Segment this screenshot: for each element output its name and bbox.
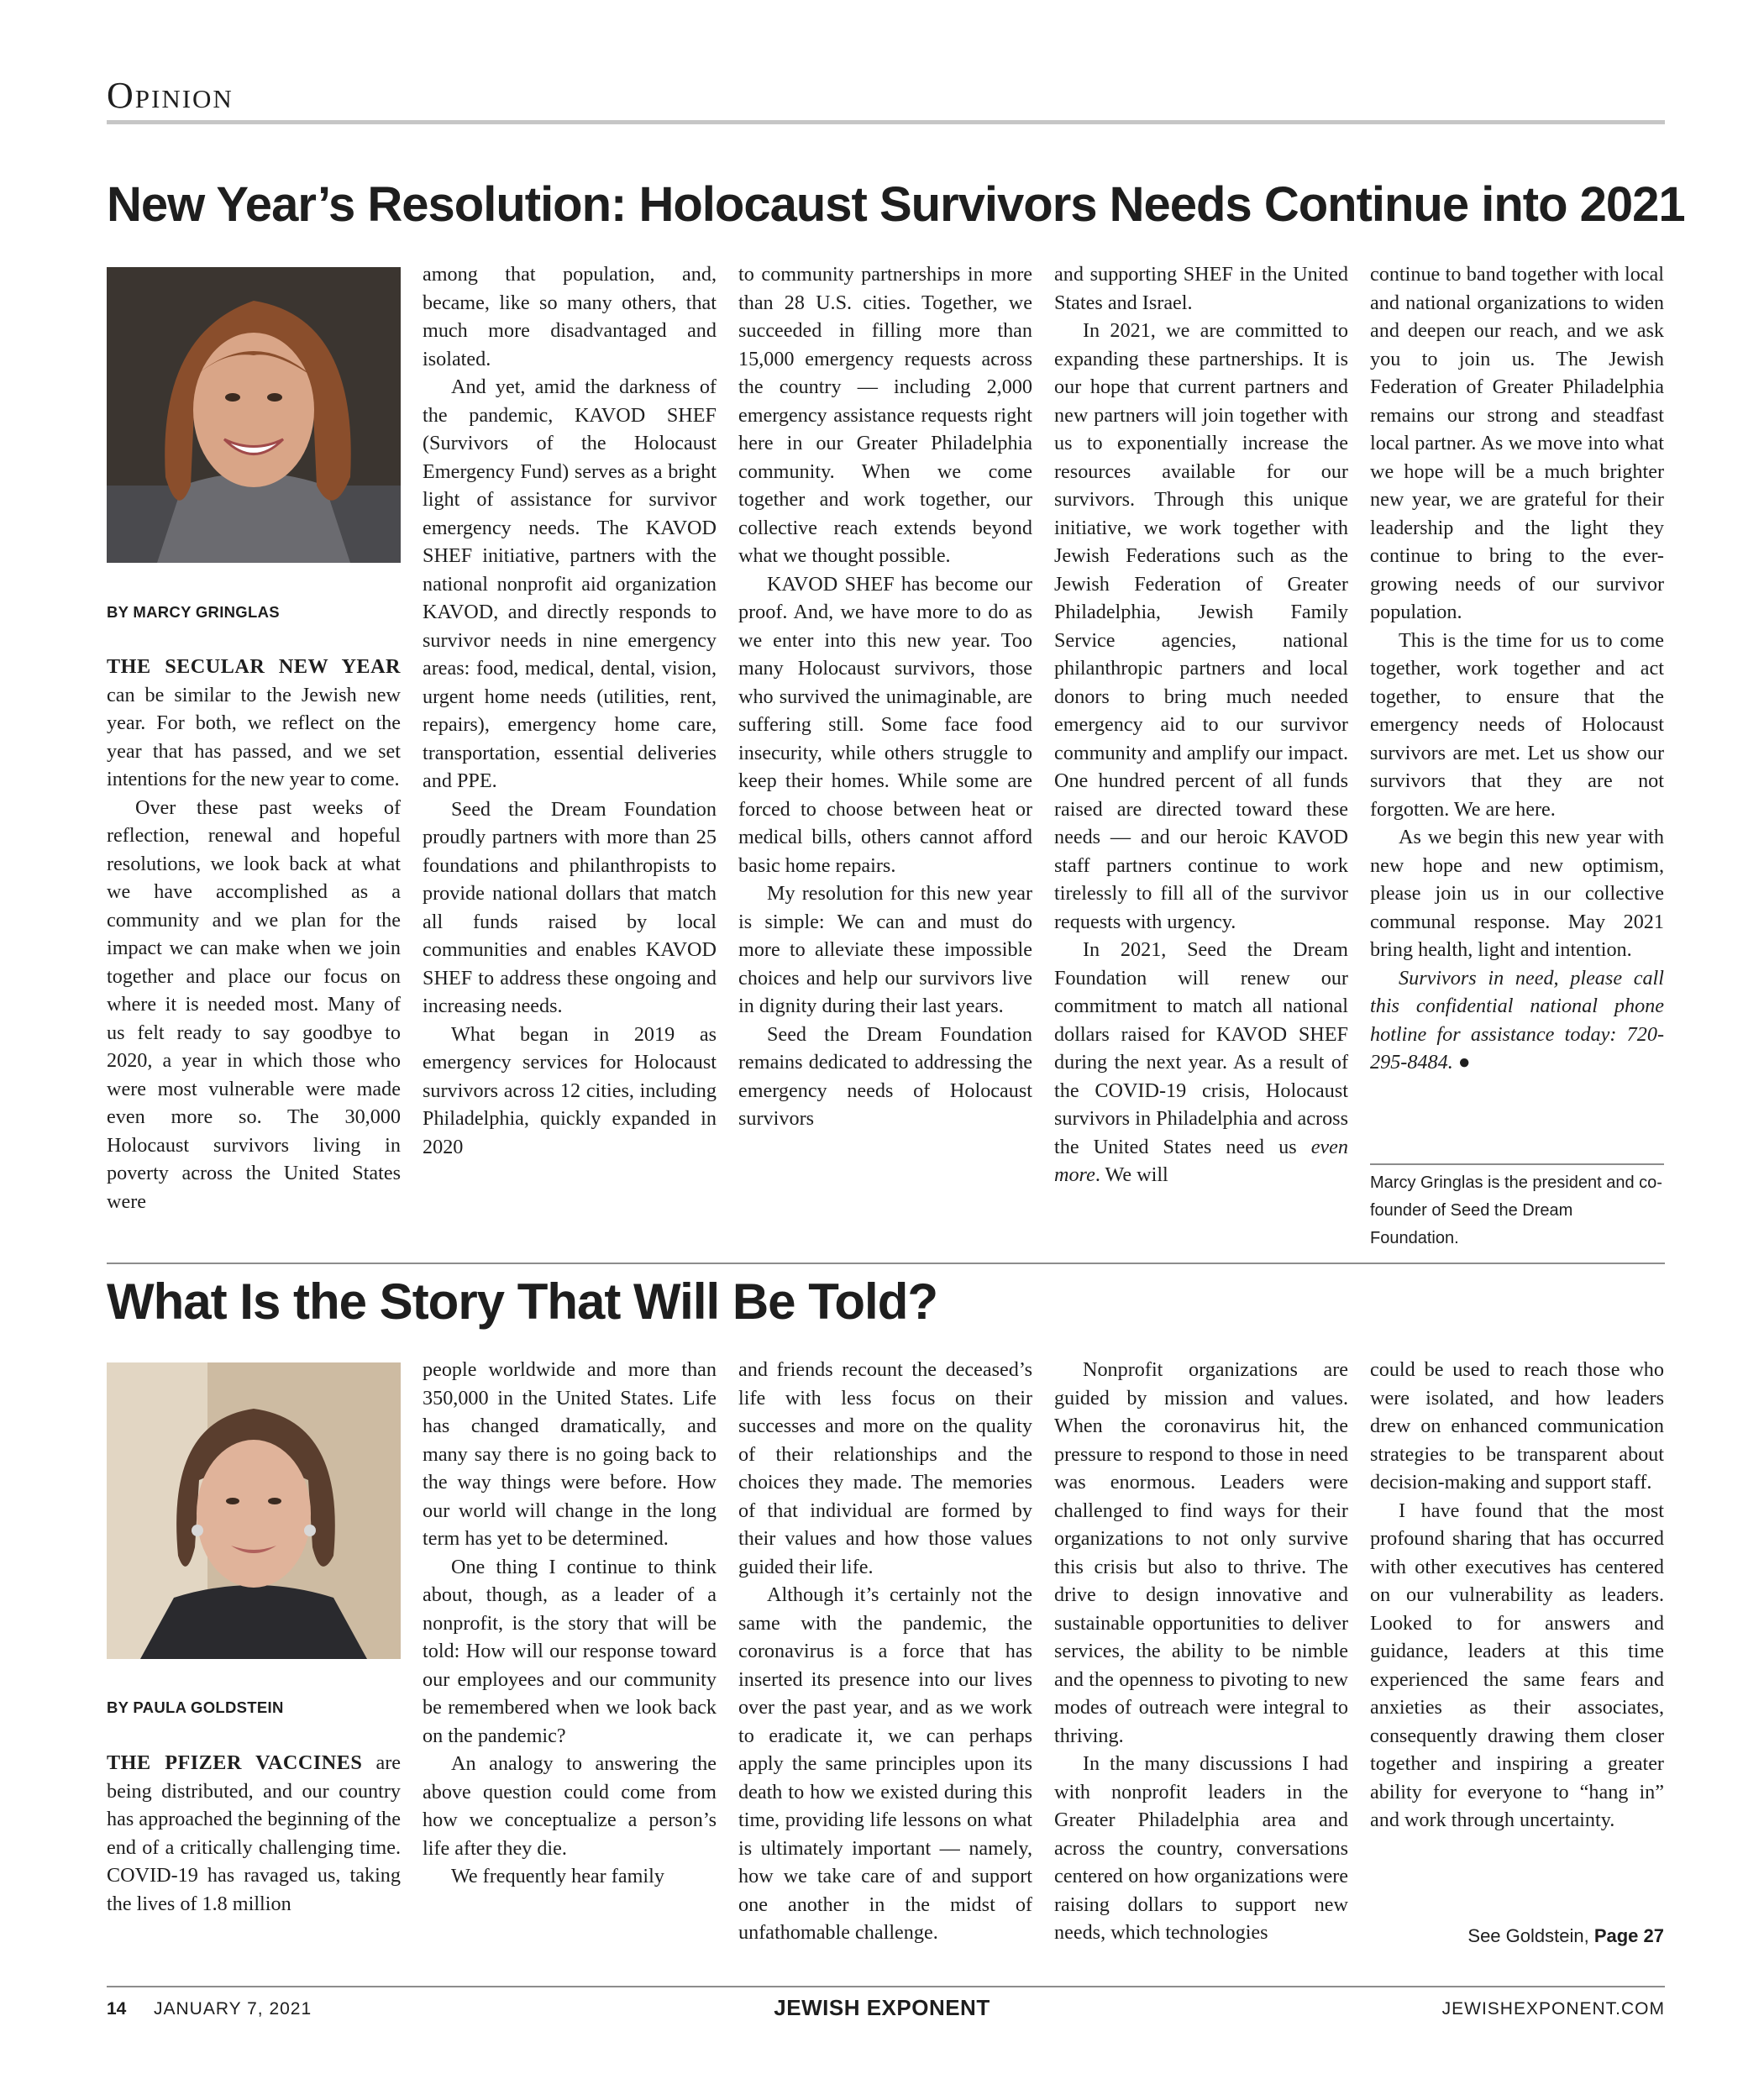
article2-paragraph: people worldwide and more than 350,000 in the United States. Life has changed dramatically, and many say there is no going back to the way things were before. How our world will change in the long term has yet to be determined. [423, 1358, 717, 1550]
article2-column-4 [1054, 1356, 1348, 1947]
article2-paragraph: could be used to reach those who were isolated, and how leaders drew on enhanced communication strategies to be transparent about decision-making and support staff. [1370, 1358, 1664, 1494]
article1-paragraph [1054, 936, 1348, 1189]
article2-paragraph [107, 1749, 401, 1918]
article1-author-bio: Marcy Gringlas is the president and co-founder of Seed the Dream Foundation. [1370, 1173, 1662, 1247]
section-label: Opinion [107, 75, 234, 116]
article2-column-1 [107, 1749, 401, 1918]
article1-paragraph [107, 653, 401, 794]
author-photo-paula-goldstein [107, 1362, 401, 1659]
portrait-illustration [107, 267, 401, 563]
article1-headline: New Year’s Resolution: Holocaust Survivors Needs Continue into 2021 [107, 177, 1685, 232]
article1-column-5 [1370, 260, 1664, 1077]
article1-column-2 [423, 260, 717, 1161]
article2-byline: BY PAULA GOLDSTEIN [107, 1698, 284, 1716]
article2-paragraph: We frequently hear family [451, 1865, 664, 1887]
article2-paragraph: In the many discussions I had with nonprofit leaders in the Greater Philadelphia area and across the country, conversations centered on how organizations were raising dollars to support new needs, which technologies [1054, 1752, 1348, 1944]
continuation-jump[interactable] [1370, 1925, 1664, 1947]
article1-paragraph: and supporting SHEF in the United States and Israel. [1054, 263, 1348, 314]
article2-lead-text: are being distributed, and our country has approached the beginning of the end of a critically challenging time. COVID-19 has ravaged us, taking the lives of 1.8 million [107, 1751, 401, 1915]
article1-hotline [1370, 964, 1664, 1077]
article1-paragraph: among that population, and, became, like so many others, that much more disadvantaged and isolated. [423, 263, 717, 370]
article1-text: . We will [1095, 1163, 1168, 1186]
article1-paragraph: KAVOD SHEF has become our proof. And, we have more to do as we enter into this new year. Too many Holocaust survivors, those who survived the unimaginable, are suffering still. Some face food insecurity, while others struggle to keep their homes. While some are forced to choose between heat or medical bills, others cannot afford basic home repairs. [738, 572, 1032, 877]
article1-paragraph: What began in 2019 as emergency services for Holocaust survivors across 12 cities, including Philadelphia, quickly expanded in 2020 [423, 1022, 717, 1158]
article2-column-2 [423, 1356, 717, 1891]
author-photo-marcy-gringlas [107, 267, 401, 563]
article2-column-3 [738, 1356, 1032, 1947]
article1-text: In 2021, Seed the Dream Foundation will renew our commitment to match all national dollars raised for KAVOD SHEF during the next year. As a result of the COVID-19 crisis, Holocaust survivors in Philadelphia and across the United States need us [1054, 938, 1348, 1158]
article1-paragraph: Seed the Dream Foundation proudly partners with more than 25 foundations and philanthropists to provide national dollars that match all funds raised by local communities and enables KAVOD SHEF to address these ongoing and increasing needs. [423, 797, 717, 1017]
article1-paragraph: continue to band together with local and national organizations to widen and deepen our reach, and we ask you to join us. The Jewish Federation of Greater Philadelphia remains our strong and steadfast local partner. As we move into what we hope will be a much brighter new year, we are grateful for their leadership and the light they continue to bring to the ever-growing needs of our survivor population. [1370, 263, 1664, 623]
article1-paragraph: This is the time for us to come together, work together and act together, to ensure that the emergency needs of Holocaust survivors are met. Let us show our survivors that they are not forgotten. We are here. [1370, 628, 1664, 821]
article1-column-4 [1054, 260, 1348, 1189]
article-divider [107, 1263, 1665, 1264]
article2-paragraph: One thing I continue to think about, though, as a leader of a nonprofit, is the story that will be told: How will our response toward our employees and our community be remembered when we look back on the pandemic? [423, 1555, 717, 1747]
jump-page: Page 27 [1593, 1925, 1664, 1946]
portrait-illustration [107, 1362, 401, 1659]
article2-column-5 [1370, 1356, 1664, 1835]
article1-paragraph: Seed the Dream Foundation remains dedicated to addressing the emergency needs of Holocaust survivors [738, 1022, 1032, 1130]
article1-lead-in: THE SECULAR NEW YEAR [107, 655, 401, 678]
article1-paragraph: As we begin this new year with new hope and new optimism, please join us in our collective communal response. May 2021 bring health, light and intention. [1370, 826, 1664, 961]
bio-rule [1370, 1163, 1664, 1165]
article2-paragraph: An analogy to answering the above question could come from how we conceptualize a person’s life after they die. [423, 1752, 717, 1860]
article2-paragraph: Although it’s certainly not the same with the pandemic, the coronavirus is a force that has inserted its presence into our lives over the past year, and as we work to eradicate it, we can perhaps apply the same principles upon its death to how we existed during this time, providing life lessons on what is ultimately important — namely, how we take care of and support one another in the midst of unfathomable challenge. [738, 1583, 1032, 1944]
footer-publication: JEWISH EXPONENT [774, 1995, 990, 2020]
article1-paragraph: And yet, amid the darkness of the pandemic, KAVOD SHEF (Survivors of the Holocaust Emergency Fund) serves as a bright light of assistance for survivor emergency needs. The KAVOD SHEF initiative, partners with the national nonprofit aid organization KAVOD, and directly responds to survivor needs in nine emergency areas: food, medical, dental, vision, urgent home needs (utilities, rent, repairs), emergency home care, transportation, essential deliveries and PPE. [423, 375, 717, 792]
footer-rule [107, 1986, 1665, 1987]
article1-column-1 [107, 653, 401, 1215]
article1-paragraph: to community partnerships in more than 28 U.S. cities. Together, we succeeded in filling more than 15,000 emergency requests across the country — including 2,000 emergency assistance requests right here in our Greater Philadelphia community. When we come together and work together, our collective reach extends beyond what we thought possible. [738, 263, 1032, 567]
article1-byline: BY MARCY GRINGLAS [107, 603, 280, 621]
footer-website[interactable]: JEWISHEXPONENT.COM [1441, 1999, 1665, 2019]
footer-date: JANUARY 7, 2021 [154, 1999, 312, 2019]
article2-headline: What Is the Story That Will Be Told? [107, 1273, 938, 1330]
article1-column-3 [738, 260, 1032, 1133]
article1-paragraph: Over these past weeks of reflection, renewal and hopeful resolutions, we look back at what we have accomplished as a community and we plan for the impact we can make when we join together and place our focus on where it is needed most. Many of us felt ready to say goodbye to 2020, a year in which those who were most vulnerable were made even more so. The 30,000 Holocaust survivors living in poverty across the United States were [107, 795, 401, 1213]
article1-paragraph: In 2021, we are committed to expanding these partnerships. It is our hope that current partners and new partners will join together with us to exponentially increase the resources available for our survivors. Through this unique initiative, we work together with Jewish Federations such as the Jewish Federation of Greater Philadelphia, Jewish Family Service agencies, national philanthropic partners and local donors to bring much needed emergency aid to our survivor community and amplify our impact. One hundred percent of all funds raised are directed toward these needs — and our heroic KAVOD staff partners continue to work tirelessly to fill all of the survivor requests with urgency. [1054, 319, 1348, 933]
hotline-text: Survivors in need, please call this confidential national phone hotline for assistance today: 720-295-8484. [1370, 966, 1664, 1074]
article1-paragraph: My resolution for this new year is simple: We can and must do more to alleviate these impossible choices and help our survivors live in dignity during their last years. [738, 882, 1032, 1017]
article2-lead-in: THE PFIZER VACCINES [107, 1751, 363, 1774]
section-rule [107, 120, 1665, 124]
article2-paragraph: Nonprofit organizations are guided by mission and values. When the coronavirus hit, the pressure to respond to those in need was enormous. Leaders were challenged to find ways for their organizations to not only survive this crisis but also to thrive. The drive to design innovative and sustainable opportunities to deliver services, the ability to be nimble and the openness to pivoting to new modes of outreach were integral to thriving. [1054, 1358, 1348, 1747]
article2-paragraph: and friends recount the deceased’s life with less focus on their successes and more on the quality of their relationships and the choices they made. The memories of that individual are formed by their values and how those values guided their life. [738, 1358, 1032, 1578]
article1-emphasis: even more [1054, 1135, 1348, 1186]
footer-page-number: 14 [107, 1999, 127, 2019]
article1-lead-text: can be similar to the Jewish new year. For both, we reflect on the year that has passed, and we set intentions for the new year to come. [107, 683, 401, 790]
jump-text: See Goldstein, [1467, 1925, 1594, 1946]
article2-paragraph: I have found that the most profound sharing that has occurred with other executives has centered on our vulnerability as leaders. Looked to for answers and guidance, leaders at this time experienced the same fears and anxieties as their associates, consequently drawing them closer together and inspiring a greater ability for everyone to “hang in” and work through uncertainty. [1370, 1499, 1664, 1831]
end-mark: ● [1452, 1051, 1471, 1074]
